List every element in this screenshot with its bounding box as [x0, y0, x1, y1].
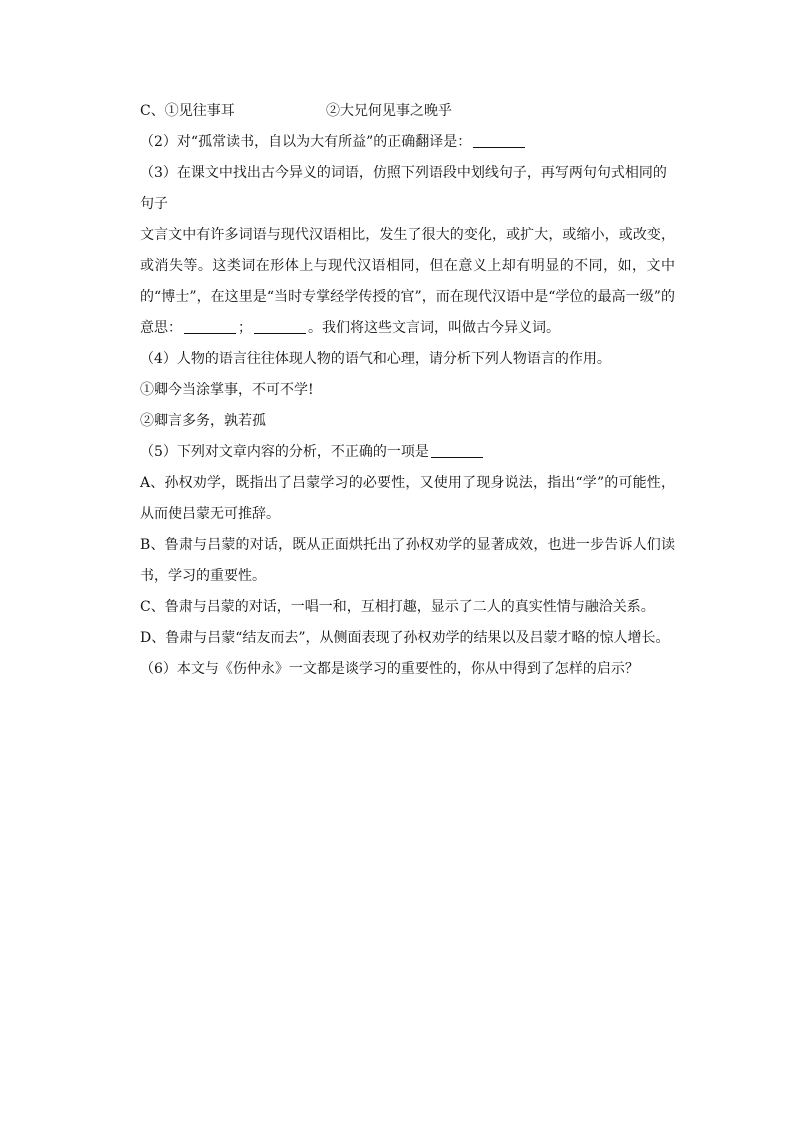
q2: [140, 127, 675, 158]
answer-blank: [431, 443, 483, 458]
q3-separator: ；: [238, 320, 252, 336]
q5-option-d: D、鲁肃与吕蒙“结友而去”，从侧面表现了孙权劝学的结果以及吕蒙才略的惊人增长。: [140, 630, 670, 646]
q4-item-2: ②卿言多务，孰若孤: [140, 413, 266, 429]
q1-option-c: [140, 96, 675, 127]
q3-passage-end: 。我们将这些文言词，叫做古今异义词。: [308, 320, 560, 336]
q2-text: （2）对“孤常读书，自以为大有所益”的正确翻译是：: [140, 134, 472, 150]
answer-blank: [254, 319, 306, 334]
answer-blank: [184, 319, 236, 334]
q4-prompt: （4）人物的语言往往体现人物的语气和心理，请分析下列人物语言的作用。: [140, 351, 611, 367]
q3-passage: [140, 220, 675, 344]
option-item-1: ①见往事耳: [164, 103, 235, 119]
q5-prompt: [140, 437, 675, 468]
option-label: C、: [140, 103, 165, 119]
q1-option-c-second: ②大兄何见事之晚乎: [326, 103, 452, 119]
q3-passage-text: 文言文中有许多词语与现代汉语相比，发生了很大的变化，或扩大，或缩小，或改变，或消失等。这类词在形体上与现代汉语相同，但在意义上却有明显的不同，如，文中的“博士”，在这里是“当时专掌经学传授的官”，而在现代汉语中是“学位的最高一级”的意思：: [140, 227, 675, 336]
q5-option-c: C、鲁肃与吕蒙的对话，一唱一和，互相打趣，显示了二人的真实性情与融洽关系。: [140, 599, 655, 615]
answer-blank: [473, 133, 525, 148]
q3-prompt: （3）在课文中找出古今异义的词语，仿照下列语段中划线句子，再写两句句式相同的句子: [140, 165, 667, 212]
q5-option-a: A、孙权劝学，既指出了吕蒙学习的必要性，又使用了现身说法，指出“学”的可能性，从而使吕蒙无可推辞。: [140, 475, 675, 522]
q1-option-c-first: [140, 96, 326, 127]
q5-option-b: B、鲁肃与吕蒙的对话，既从正面烘托出了孙权劝学的显著成效，也进一步告诉人们读书，学习的重要性。: [140, 537, 675, 584]
question-content: [140, 96, 675, 685]
q5-prompt-text: （5）下列对文章内容的分析，不正确的一项是: [140, 444, 429, 460]
q6: （6）本文与《伤仲永》一文都是谈学习的重要性的，你从中得到了怎样的启示？: [140, 661, 639, 677]
q4-item-1: ①卿今当涂掌事，不可不学!: [140, 382, 314, 398]
